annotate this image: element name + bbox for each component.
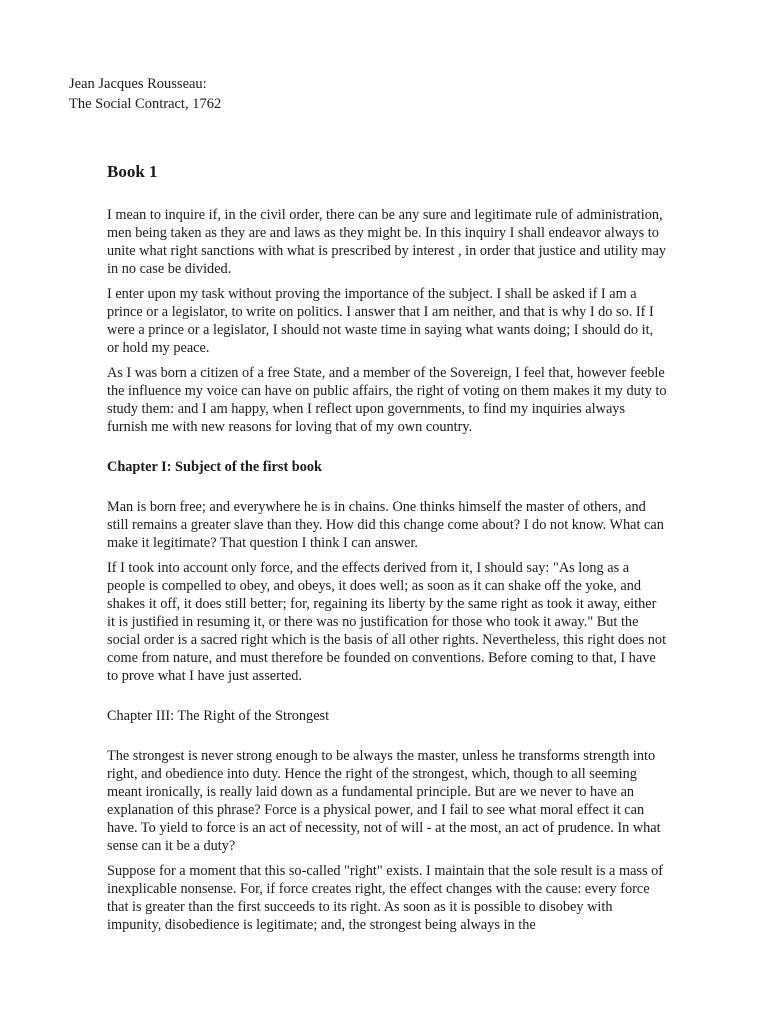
book-paragraph: As I was born a citizen of a free State, and a member of the Sovereign, I feel that, however feeble the influence my voice can have on public affairs, the right of voting on them makes it my duty to study them: and I am happy, when I reflect upon governments, to find my inquiries always furnish me with new reasons for loving that of my own country. <box>107 365 667 435</box>
chapter-3-paragraph: The strongest is never strong enough to be always the master, unless he transforms strength into right, and obedience into duty. Hence the right of the strongest, which, though to all seeming meant ironically, is really laid down as a fundamental principle. But are we never to have an explanation of this phrase? Force is a physical power, and I fail to see what moral effect it can have. To yield to force is an act of necessity, not of will - at the most, an act of prudence. In what sense can it be a duty? <box>107 748 661 854</box>
book-paragraph: I enter upon my task without proving the importance of the subject. I shall be asked if I am a prince or a legislator, to write on politics. I answer that I am neither, and that is why I do so. If I were a prince or a legislator, I should not waste time in saying what wants doing; I should do it, or hold my peace. <box>107 286 654 356</box>
chapter-3-title: Chapter III: The Right of the Strongest <box>107 708 330 724</box>
chapter-1-paragraph: Man is born free; and everywhere he is in chains. One thinks himself the master of others, and still remains a greater slave than they. How did this change come about? I do not know. What can make it legitimate? That question I think I can answer. <box>107 499 664 551</box>
book-title: Book 1 <box>107 162 158 181</box>
chapter-3-paragraph: Suppose for a moment that this so-called "right" exists. I maintain that the sole result is a mass of inexplicable nonsense. For, if force creates right, the effect changes with the cause: every force that is greater than the first succeeds to its right. As soon as it is possible to disobey with impunity, disobedience is legitimate; and, the strongest being always in the <box>107 863 664 933</box>
document-body <box>107 160 667 941</box>
book-paragraph: I mean to inquire if, in the civil order, there can be any sure and legitimate rule of administration, men being taken as they are and laws as they might be. In this inquiry I shall endeavor always to unite what right sanctions with what is prescribed by interest , in order that justice and utility may in no case be divided. <box>107 207 667 277</box>
work-title-line: The Social Contract, 1762 <box>69 96 222 112</box>
chapter-1-title: Chapter I: Subject of the first book <box>107 459 322 475</box>
document-header <box>69 74 221 114</box>
chapter-1-paragraph: If I took into account only force, and the effects derived from it, I should say: "As long as a people is compelled to obey, and obeys, it does well; as soon as it can shake off the yoke, and shakes it off, it does still better; for, regaining its liberty by the same right as took it away, either it is justified in resuming it, or there was no justification for those who took it away." But the social order is a sacred right which is the basis of all other rights. Nevertheless, this right does not come from nature, and must therefore be founded on conventions. Before coming to that, I have to prove what I have just asserted. <box>107 560 667 684</box>
author-line: Jean Jacques Rousseau: <box>69 76 207 92</box>
